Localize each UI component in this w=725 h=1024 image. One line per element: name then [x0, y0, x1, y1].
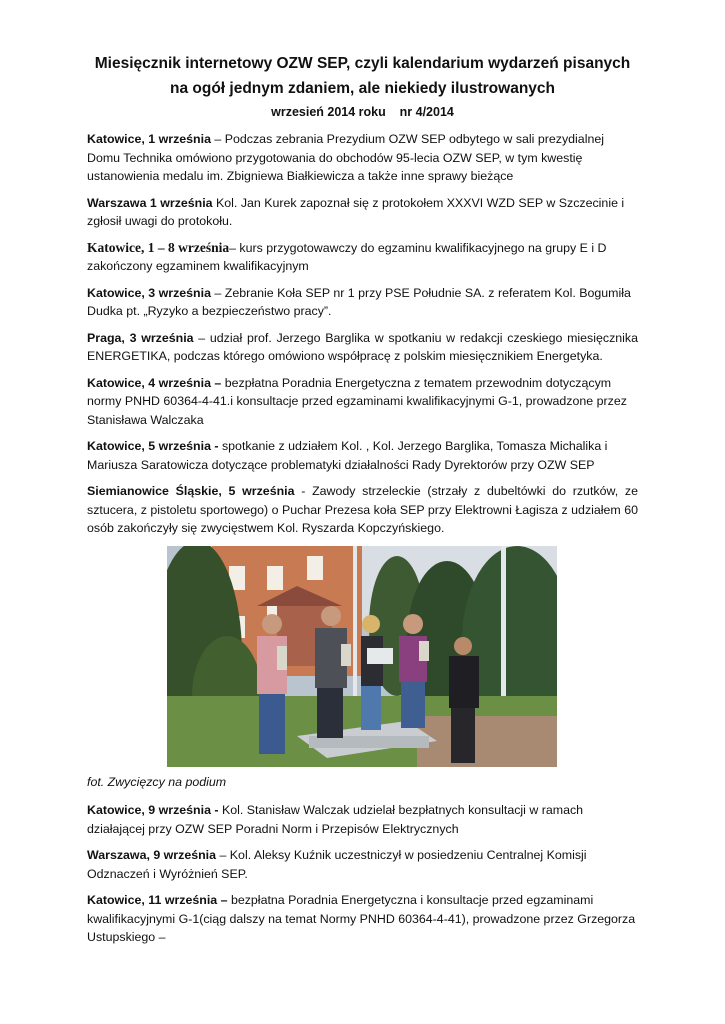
entries-list-2	[87, 801, 638, 955]
entry-head: Warszawa, 9 września	[87, 848, 217, 862]
entry-text: bezpłatna Poradnia Energetyczna i konsultacje przed egzaminami kwalifikacyjnymi G-1(ciąg dalszy na temat Normy PNHD 60364-4-41), prowadzone przez Grzegorza Ustupskiego –	[87, 893, 636, 944]
entry-text: bezpłatna Poradnia Energetyczna z tematem przewodnim dotyczącym normy PNHD 60364-4-41.i konsultacje przed egzaminami kwalifikacyjnymi G-1, prowadzone przez Stanisława Walczaka	[87, 375, 627, 427]
title-line-2: na ogół jednym zdaniem, ale niekiedy ilustrowanych	[169, 80, 556, 97]
title-line-1: Miesięcznik internetowy OZW SEP, czyli kalendarium wydarzeń pisanych	[94, 55, 631, 72]
entry-text: Kol. Stanisław Walczak udzielał bezpłatnych konsultacji w ramach działającej przy OZW SEP Poradni Norm i Przepisów Elektrycznych	[87, 803, 584, 836]
entries-list	[87, 130, 638, 546]
entry-katowice-11	[87, 891, 638, 947]
entry-katowice-1-8	[87, 239, 638, 276]
entry-head: Katowice, 4 września –	[87, 375, 222, 390]
entry-praga-3	[87, 329, 638, 366]
entry-head: Katowice, 9 września -	[87, 803, 219, 817]
entry-text: - Zawody strzeleckie (strzały z dubeltówki do rzutków, ze sztucera, z pistoletu sportowego) o Puchar Prezesa koła SEP przy Elektrowni Łagisza z udziałem 60 osób zakończyły się zwycięstwem Kol. Ryszarda Kopczyńskiego.	[87, 484, 638, 535]
entry-katowice-5	[87, 437, 638, 474]
entry-text: spotkanie z udziałem Kol. , Kol. Jerzego Barglika, Tomasza Michalika i Mariusza Saratowicza dotyczące problematyki działalności Rady Dyrektorów przy OZW SEP	[87, 439, 608, 472]
issue-line: wrzesień 2014 roku nr 4/2014	[271, 105, 454, 119]
entry-head: Warszawa 1 września	[87, 195, 213, 210]
document-header	[60, 51, 665, 122]
entry-head: Katowice, 3 września	[87, 285, 211, 300]
photo-caption: fot. Zwycięzcy na podium	[87, 775, 227, 789]
entry-text: – udział prof. Jerzego Barglika w spotkaniu w redakcji czeskiego miesięcznika ENERGETIKA, podczas którego omówiono współpracę z polskim miesięcznikiem Energetyka.	[87, 330, 638, 363]
entry-katowice-1	[87, 130, 638, 186]
entry-katowice-9	[87, 801, 638, 838]
entry-text: – Kol. Aleksy Kuźnik uczestniczył w posiedzeniu Centralnej Komisji Odznaczeń i Wyróżnień SEP.	[87, 848, 587, 881]
entry-siemianowice-5	[87, 482, 638, 538]
entry-warszawa-1	[87, 194, 638, 231]
entry-katowice-4	[87, 374, 638, 430]
winners-photo	[167, 546, 557, 767]
entry-warszawa-9	[87, 846, 638, 883]
entry-katowice-3	[87, 284, 638, 321]
entry-head: Katowice, 5 września -	[87, 439, 219, 453]
entry-head: Siemianowice Śląskie, 5 września	[87, 484, 295, 498]
entry-head: Praga, 3 września	[87, 330, 194, 345]
entry-text: – Zebranie Koła SEP nr 1 przy PSE Południe SA. z referatem Kol. Bogumiła Dudka pt. „Ryzyko a bezpieczeństwo pracy”.	[87, 285, 631, 318]
entry-head: Katowice, 1 – 8 września	[87, 239, 230, 255]
entry-text: Kol. Jan Kurek zapoznał się z protokołem XXXVI WZD SEP w Szczecinie i zgłosił uwagi do protokołu.	[87, 195, 625, 228]
entry-head: Katowice, 11 września –	[87, 893, 228, 907]
entry-text: – kurs przygotowawczy do egzaminu kwalifikacyjnego na grupy E i D zakończony egzaminem kwalifikacyjnym	[87, 240, 607, 273]
entry-text: – Podczas zebrania Prezydium OZW SEP odbytego w sali prezydialnej Domu Technika omówiono przygotowania do obchodów 95-lecia OZW SEP, w tym kwestię ustanowienia medalu im. Zbigniewa Białkiewicza a także inne sprawy bieżące	[87, 132, 604, 183]
entry-head: Katowice, 1 września	[87, 132, 211, 146]
